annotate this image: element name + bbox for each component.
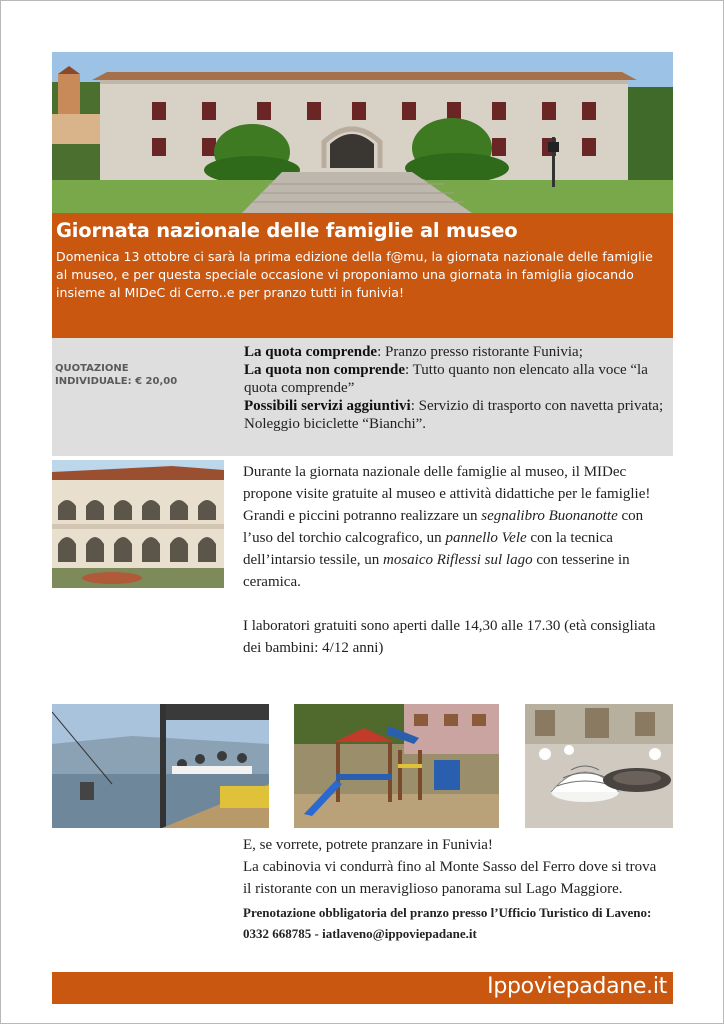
booking-info: Prenotazione obbligatoria del pranzo presso l’Ufficio Turistico di Laveno: 0332 668785 - iatlaveno@ippoviepadane.it — [243, 905, 652, 941]
lunch-line-1: E, se vorrete, potrete pranzare in Funivia! — [243, 837, 493, 853]
footer-website[interactable]: Ippoviepadane.it — [487, 974, 667, 999]
quote-includes — [244, 343, 669, 361]
lunch-line-2: La cabinovia vi condurrà fino al Monte Sasso del Ferro dove si trova il ristorante con un meraviglioso panorama sul Lago Maggiore. — [243, 859, 657, 897]
museum-paragraph-2 — [243, 505, 665, 593]
villa-photo — [52, 52, 673, 213]
lunch-text — [243, 834, 668, 944]
page-title: Giornata nazionale delle famiglie al museo — [56, 219, 518, 242]
funivia-terrace-photo — [52, 704, 269, 828]
workshop-bookmark: segnalibro Buonanotte — [481, 508, 618, 524]
playground-photo — [294, 704, 499, 828]
price-label-line1: QUOTAZIONE — [55, 363, 129, 374]
paragraph-spacer — [243, 593, 665, 615]
price-label-line2: INDIVIDUALE: € 20,00 — [55, 376, 178, 387]
museum-p2-a: Grandi e piccini potranno realizzare un — [243, 508, 482, 524]
intro-text: Domenica 13 ottobre ci sarà la prima edizione della f@mu, la giornata nazionale delle famiglie al museo, e per questa speciale occasione vi proponiamo una giornata in famiglia giocando insieme al MIDeC di Cerro..e per pranzo tutti in funivia! — [56, 249, 653, 300]
workshop-panel: pannello Vele — [445, 530, 527, 546]
quote-extras — [244, 397, 669, 433]
museum-paragraph-3: I laboratori gratuiti sono aperti dalle 14,30 alle 17.30 (età consigliata dei bambini: 4/12 anni) — [243, 618, 656, 656]
includes-label: La quota comprende — [244, 344, 378, 360]
quote-excludes — [244, 361, 669, 397]
museum-p2-b: con l’uso del torchio calcografico, un — [243, 508, 644, 546]
excludes-label: La quota non comprende — [244, 362, 406, 378]
quote-details — [244, 343, 669, 433]
museum-cloister-photo — [52, 460, 224, 588]
museum-p2-d: con tesserine in ceramica. — [243, 552, 630, 590]
footer-band — [52, 972, 673, 1004]
museum-p2-c: con la tecnica dell’intarsio tessile, un — [243, 530, 613, 568]
title-band — [52, 213, 673, 338]
workshop-mosaic: mosaico Riflessi sul lago — [382, 552, 533, 568]
museum-paragraph-1: Durante la giornata nazionale delle famiglie al museo, il MIDec propone visite gratuite al museo e attività didattiche per le famiglie! — [243, 464, 651, 502]
includes-text: : Pranzo presso ristorante Funivia; — [377, 344, 583, 360]
extras-text: : Servizio di trasporto con navetta privata; Noleggio biciclette “Bianchi”. — [244, 398, 664, 432]
ceramics-photo — [525, 704, 673, 828]
quote-box — [52, 338, 673, 456]
museum-text — [243, 461, 665, 659]
excludes-text: : Tutto quanto non elencato alla voce “la quota comprende” — [244, 362, 648, 396]
extras-label: Possibili servizi aggiuntivi — [244, 398, 411, 414]
price-label — [55, 362, 225, 388]
